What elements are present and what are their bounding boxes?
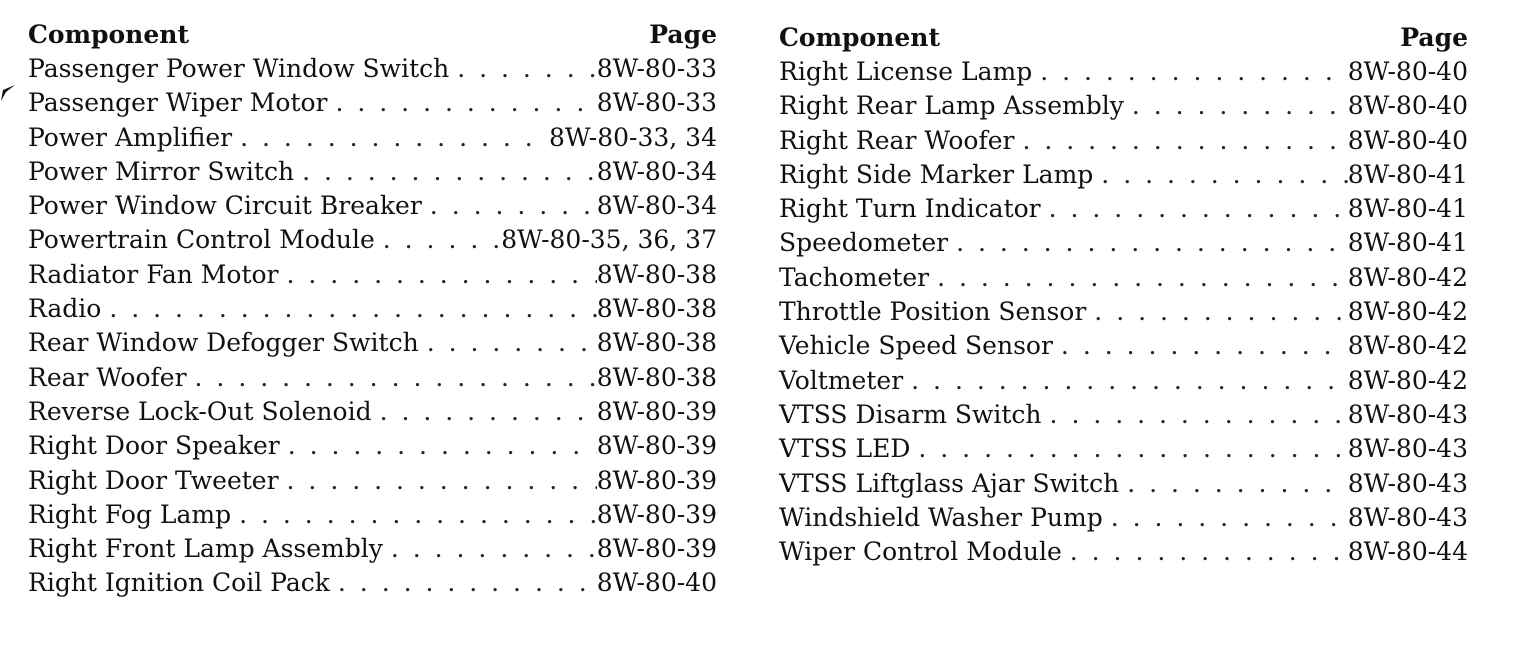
index-entry (779, 398, 1468, 432)
dot-leader (948, 226, 1348, 260)
component-name: Right License Lamp (779, 57, 1033, 86)
dot-leader (101, 292, 596, 326)
page-reference: 8W-80-40 (1347, 57, 1468, 86)
component-name: Throttle Position Sensor (779, 297, 1087, 327)
component-name: Voltmeter (779, 365, 904, 395)
component-name: Rear Woofer (28, 362, 187, 392)
component-name: Rear Window Defogger Switch (28, 328, 419, 358)
dot-leader (294, 155, 597, 189)
component-name: Passenger Wiper Motor (28, 88, 328, 118)
component-name: Right Turn Indicator (779, 194, 1041, 224)
dot-leader (419, 326, 597, 360)
component-name: Right Door Tweeter (28, 465, 279, 495)
component-name: VTSS Liftglass Ajar Switch (779, 468, 1120, 498)
index-entry (28, 155, 717, 189)
component-list (28, 52, 717, 601)
index-entry (28, 532, 717, 566)
index-entry (28, 121, 717, 155)
index-entry (779, 467, 1468, 501)
index-entry (28, 326, 717, 360)
index-entry (779, 432, 1468, 466)
index-entry (779, 55, 1468, 89)
page-reference: 8W-80-39 (596, 534, 717, 564)
page-reference: 8W-80-42 (1347, 365, 1468, 395)
dot-leader (910, 432, 1347, 466)
page-reference: 8W-80-43 (1347, 468, 1468, 498)
dot-leader (232, 121, 549, 155)
dot-leader (1093, 158, 1347, 192)
index-entry (779, 535, 1468, 569)
index-entry (28, 464, 717, 498)
component-heading: Component (28, 20, 189, 49)
component-name: Power Mirror Switch (28, 156, 295, 186)
dot-leader (231, 498, 597, 532)
column-header (28, 18, 717, 52)
dot-leader (449, 52, 596, 86)
page-heading: Page (1400, 23, 1468, 52)
page-reference: 8W-80-33 (596, 88, 717, 118)
dot-leader (328, 86, 597, 120)
dot-leader (280, 429, 597, 463)
index-entry (779, 501, 1468, 535)
component-name: Windshield Washer Pump (779, 502, 1103, 532)
dot-leader (1032, 55, 1347, 89)
dot-leader (375, 223, 502, 257)
column-header (779, 21, 1468, 55)
page-reference: 8W-80-38 (596, 259, 717, 289)
page-reference: 8W-80-34 (596, 191, 717, 221)
index-entry (28, 566, 717, 600)
index-entry (779, 329, 1468, 363)
page-reference: 8W-80-39 (596, 431, 717, 461)
component-name: Powertrain Control Module (28, 225, 375, 255)
component-index-right-column (779, 21, 1468, 569)
page-reference: 8W-80-43 (1347, 399, 1468, 429)
page-heading: Page (649, 20, 717, 49)
component-index-left-column (28, 18, 717, 601)
page-reference: 8W-80-34 (596, 156, 717, 186)
index-entry (28, 292, 717, 326)
index-entry (28, 361, 717, 395)
dot-leader (279, 464, 597, 498)
page-reference: 8W-80-43 (1347, 502, 1468, 532)
component-heading: Component (779, 23, 940, 52)
page-reference: 8W-80-33 (596, 54, 717, 83)
component-list (779, 55, 1468, 569)
dot-leader (422, 189, 597, 223)
component-name: Vehicle Speed Sensor (779, 331, 1053, 361)
page-reference: 8W-80-42 (1347, 262, 1468, 292)
page-reference: 8W-80-40 (1347, 125, 1468, 155)
page-reference: 8W-80-44 (1347, 537, 1468, 567)
dot-leader (1119, 467, 1348, 501)
component-name: Speedometer (779, 228, 949, 258)
index-entry (28, 429, 717, 463)
component-name: Radio (28, 294, 102, 324)
dot-leader (279, 258, 597, 292)
component-name: Radiator Fan Motor (28, 259, 279, 289)
dot-leader (383, 532, 597, 566)
component-name: Passenger Power Window Switch (28, 54, 450, 83)
index-entry (28, 223, 717, 257)
component-name: Right Fog Lamp (28, 499, 232, 529)
page-reference: 8W-80-39 (596, 499, 717, 529)
component-name: Right Rear Lamp Assembly (779, 91, 1124, 121)
component-name: Wiper Control Module (779, 537, 1062, 567)
page-reference: 8W-80-43 (1347, 434, 1468, 464)
dot-leader (1041, 192, 1348, 226)
dot-leader (1014, 124, 1347, 158)
component-name: Power Amplifier (28, 122, 233, 152)
index-entry (779, 295, 1468, 329)
component-name: Tachometer (779, 262, 930, 292)
index-entry (779, 124, 1468, 158)
page-reference: 8W-80-39 (596, 396, 717, 426)
index-entry (28, 52, 717, 86)
page-reference: 8W-80-41 (1347, 159, 1468, 189)
component-name: Right Side Marker Lamp (779, 159, 1094, 189)
index-entry (779, 89, 1468, 123)
page-reference: 8W-80-41 (1347, 194, 1468, 224)
component-name: Reverse Lock-Out Solenoid (28, 396, 372, 426)
component-name: Right Ignition Coil Pack (28, 568, 330, 598)
page-reference: 8W-80-39 (596, 465, 717, 495)
dot-leader (1086, 295, 1347, 329)
page-reference: 8W-80-33, 34 (548, 122, 717, 152)
dot-leader (903, 364, 1348, 398)
index-entry (28, 395, 717, 429)
dot-leader (372, 395, 597, 429)
page-reference: 8W-80-40 (1347, 91, 1468, 121)
index-entry (779, 158, 1468, 192)
index-entry (28, 86, 717, 120)
index-entry (779, 364, 1468, 398)
index-entry (779, 192, 1468, 226)
page-reference: 8W-80-38 (596, 294, 717, 324)
page-reference: 8W-80-42 (1347, 297, 1468, 327)
index-entry (28, 189, 717, 223)
index-entry (779, 261, 1468, 295)
index-entry (28, 258, 717, 292)
component-name: Right Front Lamp Assembly (28, 534, 383, 564)
dot-leader (1053, 329, 1348, 363)
component-name: Power Window Circuit Breaker (28, 191, 422, 221)
index-entry (779, 226, 1468, 260)
component-name: VTSS LED (779, 434, 911, 464)
page-reference: 8W-80-42 (1347, 331, 1468, 361)
dot-leader (1042, 398, 1348, 432)
page-reference: 8W-80-38 (596, 328, 717, 358)
page-reference: 8W-80-35, 36, 37 (501, 225, 717, 255)
dot-leader (1124, 89, 1348, 123)
page-reference: 8W-80-38 (596, 362, 717, 392)
component-name: Right Rear Woofer (779, 125, 1015, 155)
index-entry (28, 498, 717, 532)
dot-leader (929, 261, 1348, 295)
dot-leader (1062, 535, 1348, 569)
component-name: Right Door Speaker (28, 431, 280, 461)
page-reference: 8W-80-41 (1347, 228, 1468, 258)
revision-mark-icon (0, 84, 16, 102)
page-reference: 8W-80-40 (596, 568, 717, 598)
dot-leader (187, 361, 597, 395)
component-name: VTSS Disarm Switch (779, 399, 1042, 429)
dot-leader (1103, 501, 1348, 535)
dot-leader (330, 566, 597, 600)
